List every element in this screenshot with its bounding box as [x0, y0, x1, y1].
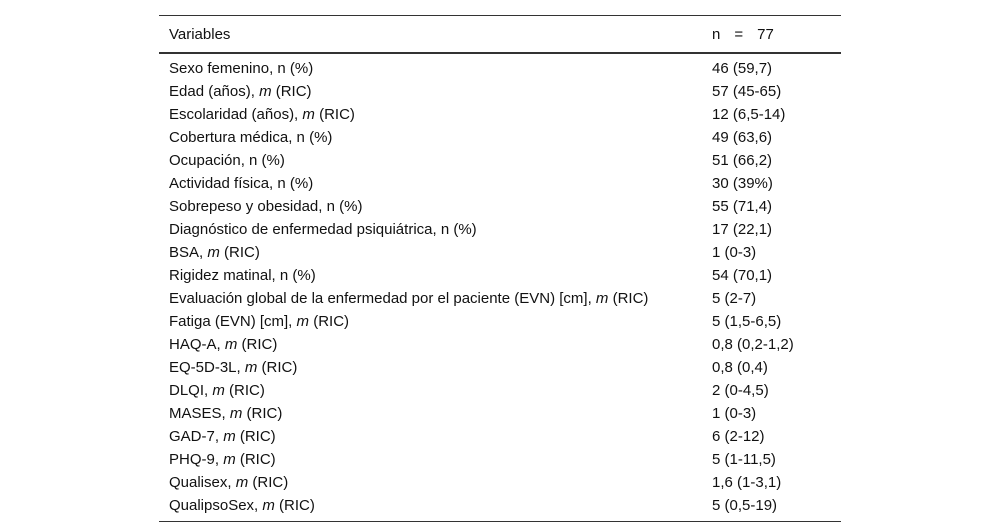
- header-variables: Variables: [159, 16, 710, 54]
- row-variable-label: [159, 287, 710, 310]
- variable-text: MASES,: [169, 405, 230, 422]
- row-value: 5 (2-7): [712, 290, 757, 307]
- table-row: [159, 103, 841, 126]
- table-row: [159, 402, 841, 425]
- row-value: 2 (0-4,5): [712, 382, 769, 399]
- median-symbol: m: [212, 382, 225, 399]
- variable-text: Qualisex,: [169, 474, 236, 491]
- variable-suffix: (RIC): [224, 382, 265, 399]
- median-symbol: m: [229, 405, 243, 422]
- table-row: [159, 333, 841, 356]
- table-row: [159, 172, 841, 195]
- header-equals: =: [734, 26, 744, 43]
- variable-text: Evaluación global de la enfermedad por el paciente (EVN) [cm],: [169, 290, 596, 307]
- variable-text: Actividad física, n (%): [169, 175, 314, 192]
- row-variable-label: [159, 195, 710, 218]
- variable-text: DLQI,: [169, 382, 213, 399]
- variables-table: [159, 15, 841, 522]
- median-symbol: m: [262, 497, 275, 514]
- variable-text: BSA,: [169, 244, 208, 261]
- row-value: 5 (1-11,5): [712, 451, 776, 468]
- row-value: 0,8 (0,2-1,2): [712, 336, 794, 353]
- variable-text: Diagnóstico de enfermedad psiquiátrica, n (%): [169, 221, 477, 238]
- row-value: 46 (59,7): [712, 60, 773, 77]
- variable-text: Ocupación, n (%): [169, 152, 285, 169]
- table-row: [159, 425, 841, 448]
- data-table-container: [159, 15, 841, 522]
- row-variable-label: [159, 172, 710, 195]
- median-symbol: m: [224, 336, 238, 353]
- variable-text: Sexo femenino, n (%): [169, 60, 314, 77]
- table-row: [159, 287, 841, 310]
- row-value: 55 (71,4): [712, 198, 773, 215]
- median-symbol: m: [296, 313, 310, 330]
- row-variable-label: [159, 218, 710, 241]
- row-variable-label: [159, 379, 710, 402]
- table-row: [159, 448, 841, 471]
- table-row: [159, 356, 841, 379]
- table-row: [159, 379, 841, 402]
- table-row: [159, 494, 841, 522]
- row-value: 0,8 (0,4): [712, 359, 768, 376]
- row-value: 51 (66,2): [712, 152, 773, 169]
- row-value: 49 (63,6): [712, 129, 773, 146]
- table-row: [159, 218, 841, 241]
- variable-suffix: (RIC): [608, 290, 649, 307]
- median-symbol: m: [302, 106, 315, 123]
- median-symbol: m: [223, 428, 236, 445]
- variable-suffix: (RIC): [309, 313, 350, 330]
- table-row: [159, 241, 841, 264]
- median-symbol: m: [259, 83, 272, 100]
- variable-text: GAD-7,: [169, 428, 224, 445]
- row-value: 54 (70,1): [712, 267, 773, 284]
- table-header: [159, 16, 841, 54]
- variable-text: Fatiga (EVN) [cm],: [169, 313, 297, 330]
- row-variable-label: [159, 53, 710, 80]
- variable-suffix: (RIC): [242, 405, 283, 422]
- row-value: 1 (0-3): [712, 244, 757, 261]
- variable-suffix: (RIC): [314, 106, 355, 123]
- row-value: 12 (6,5-14): [712, 106, 786, 123]
- row-variable-label: [159, 126, 710, 149]
- variable-suffix: (RIC): [219, 244, 260, 261]
- median-symbol: m: [223, 451, 236, 468]
- row-variable-label: [159, 448, 710, 471]
- variable-text: Edad (años),: [169, 83, 260, 100]
- variable-suffix: (RIC): [237, 336, 278, 353]
- header-n-value: 77: [757, 26, 774, 43]
- row-value: 1,6 (1-3,1): [712, 474, 782, 491]
- row-variable-label: [159, 425, 710, 448]
- row-variable-label: [159, 402, 710, 425]
- median-symbol: m: [207, 244, 220, 261]
- table-body: [159, 53, 841, 522]
- row-value: 1 (0-3): [712, 405, 757, 422]
- variable-text: Cobertura médica, n (%): [169, 129, 333, 146]
- header-n-label: n: [712, 26, 721, 43]
- row-value: 5 (1,5-6,5): [712, 313, 782, 330]
- row-variable-label: [159, 494, 710, 522]
- row-variable-label: [159, 356, 710, 379]
- variable-text: HAQ-A,: [169, 336, 225, 353]
- row-value: 57 (45-65): [712, 83, 782, 100]
- table-row: [159, 471, 841, 494]
- variable-suffix: (RIC): [235, 428, 276, 445]
- row-variable-label: [159, 471, 710, 494]
- row-variable-label: [159, 80, 710, 103]
- header-sample-size: [710, 16, 841, 54]
- table-row: [159, 80, 841, 103]
- median-symbol: m: [244, 359, 258, 376]
- median-symbol: m: [235, 474, 249, 491]
- row-variable-label: [159, 264, 710, 287]
- variable-suffix: (RIC): [274, 497, 315, 514]
- row-variable-label: [159, 103, 710, 126]
- table-row: [159, 149, 841, 172]
- row-variable-label: [159, 333, 710, 356]
- variable-text: Escolaridad (años),: [169, 106, 303, 123]
- median-symbol: m: [595, 290, 609, 307]
- table-row: [159, 53, 841, 80]
- variable-text: EQ-5D-3L,: [169, 359, 245, 376]
- variable-text: QualipsoSex,: [169, 497, 263, 514]
- row-variable-label: [159, 149, 710, 172]
- table-row: [159, 195, 841, 218]
- variable-text: Rigidez matinal, n (%): [169, 267, 316, 284]
- header-row: [159, 16, 841, 54]
- row-value: 6 (2-12): [712, 428, 765, 445]
- table-row: [159, 264, 841, 287]
- variable-suffix: (RIC): [271, 83, 312, 100]
- variable-text: PHQ-9,: [169, 451, 224, 468]
- row-value: 5 (0,5-19): [710, 494, 841, 522]
- variable-suffix: (RIC): [248, 474, 289, 491]
- variable-suffix: (RIC): [257, 359, 298, 376]
- table-row: [159, 126, 841, 149]
- row-value: 30 (39%): [712, 175, 773, 192]
- variable-suffix: (RIC): [235, 451, 276, 468]
- row-value: 17 (22,1): [712, 221, 773, 238]
- row-variable-label: [159, 241, 710, 264]
- row-variable-label: [159, 310, 710, 333]
- table-row: [159, 310, 841, 333]
- variable-text: Sobrepeso y obesidad, n (%): [169, 198, 363, 215]
